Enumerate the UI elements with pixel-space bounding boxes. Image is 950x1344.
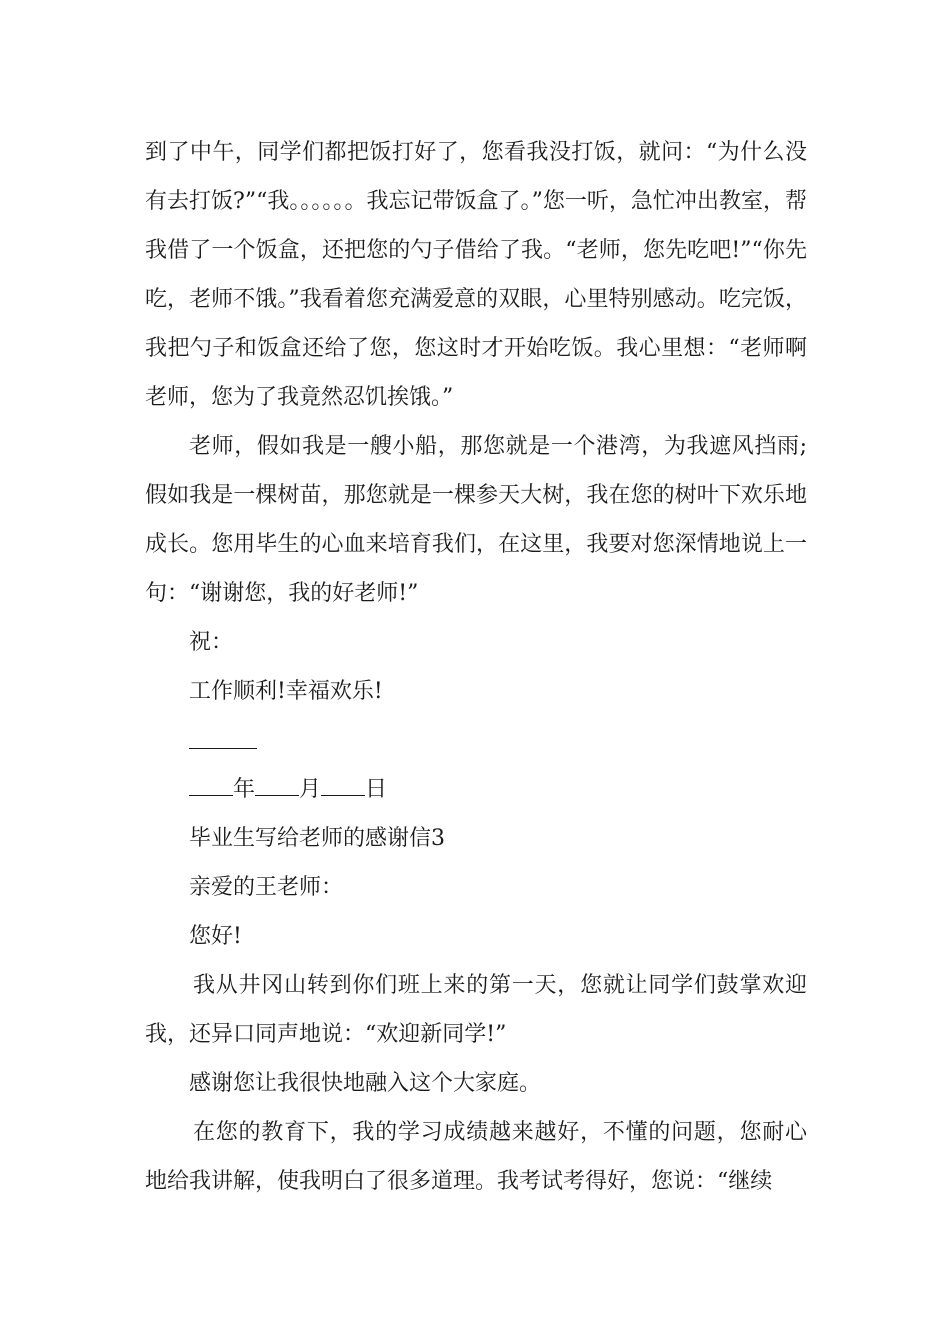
paragraph-thanks: 感谢您让我很快地融入这个大家庭。 (189, 1071, 542, 1096)
paragraph-study: 在您的教育下，我的学习成绩越来越好，不懂的问题，您耐心地给我讲解，使我明白了很多道理。我考试考得好，您说：“继续 (145, 1120, 807, 1194)
paragraph-transfer: 我从井冈山转到你们班上来的第一天，您就让同学们鼓掌欢迎我，还异口同声地说：“欢迎新同学!” (145, 973, 807, 1047)
letter-heading: 毕业生写给老师的感谢信3 (189, 826, 445, 851)
wish-text: 工作顺利!幸福欢乐! (189, 679, 383, 704)
year-blank (189, 769, 233, 796)
month-label: 月 (299, 777, 322, 802)
salutation: 亲爱的王老师： (189, 875, 344, 900)
year-label: 年 (233, 777, 256, 802)
day-label: 日 (365, 777, 388, 802)
signature-line (189, 716, 257, 765)
greeting: 您好! (189, 924, 242, 949)
month-blank (255, 769, 299, 796)
document-body (145, 128, 807, 1206)
paragraph-lunch: 到了中午，同学们都把饭打好了，您看我没打饭，就问：“为什么没有去打饭?”“我。。。。。。我忘记带饭盒了。”您一听，急忙冲出教室，帮我借了一个饭盒，还把您的勺子借给了我。“老师，您先吃吧!”“你先吃，老师不饿。”我看着您充满爱意的双眼，心里特别感动。吃完饭，我把勺子和饭盒还给了您，您这时才开始吃饭。我心里想：“老师啊老师，您为了我竟然忍饥挨饿。” (145, 140, 807, 410)
day-blank (321, 769, 365, 796)
date-line (145, 765, 807, 814)
wish-label: 祝： (189, 630, 234, 655)
paragraph-boat: 老师，假如我是一艘小船，那您就是一个港湾，为我遮风挡雨;假如我是一棵树苗，那您就是一棵参天大树，我在您的树叶下欢乐地成长。您用毕生的心血来培育我们，在这里，我要对您深情地说上一句：“谢谢您，我的好老师!” (145, 434, 807, 606)
